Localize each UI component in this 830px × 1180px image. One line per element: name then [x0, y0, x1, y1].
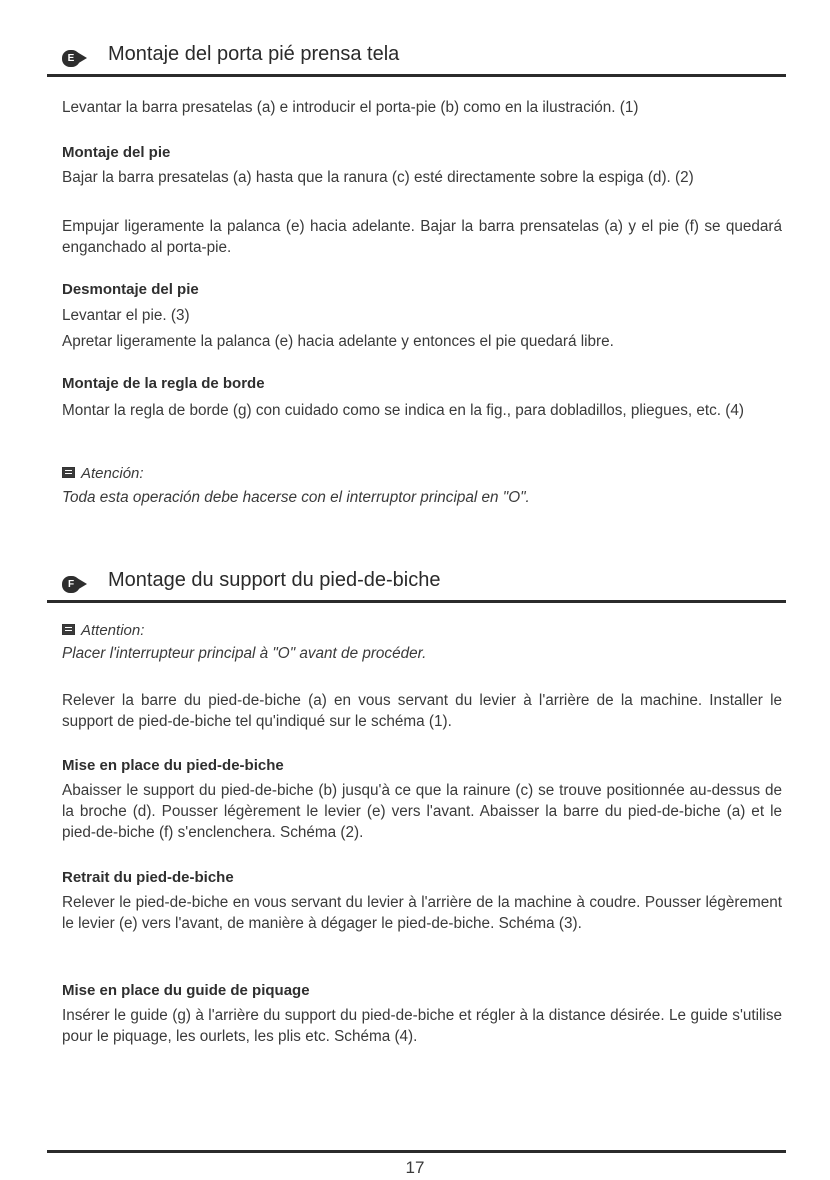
subheading-desmontaje-pie: Desmontaje del pie: [62, 281, 199, 298]
subheading-mise-en-place-pied: Mise en place du pied-de-biche: [62, 757, 284, 774]
paragraph-regla-borde: Montar la regla de borde (g) con cuidado como se indica en la fig., para dobladillos, pliegues, etc. (4): [62, 402, 744, 419]
footer-rule: [47, 1150, 786, 1153]
paragraph-montaje-pie-2: Empujar ligeramente la palanca (e) hacia adelante. Bajar la barra prensatelas (a) y el pie (f) se quedará enganchado al porta-pie.: [62, 218, 782, 256]
page-number: 17: [405, 1158, 425, 1177]
intro-es: Levantar la barra presatelas (a) e introducir el porta-pie (b) como en la ilustración. (1): [62, 99, 639, 116]
subheading-guide-piquage: Mise en place du guide de piquage: [62, 982, 310, 999]
note-text-es: Toda esta operación debe hacerse con el interruptor principal en "O".: [62, 489, 530, 506]
paragraph-retrait-pied: Relever le pied-de-biche en vous servant du levier à l'arrière de la machine à coudre. Pousser légèrement le levier (e) vers l'avant, de manière à dégager le pied-de-biche. Schéma (3).: [62, 894, 782, 932]
paragraph-guide-piquage: Insérer le guide (g) à l'arrière du support du pied-de-biche et régler à la distance désirée. Le guide s'utilise pour le piquage, les ourlets, les plis etc. Schéma (4).: [62, 1007, 782, 1045]
note-heading-fr: Attention:: [62, 622, 144, 639]
paragraph-desmontaje-pie-2: Apretar ligeramente la palanca (e) hacia adelante y entonces el pie quedará libre.: [62, 333, 614, 350]
section-header-es: [47, 43, 786, 77]
section-header-fr: [47, 569, 786, 603]
section-title-fr: Montage du support du pied-de-biche: [108, 569, 441, 591]
paragraph-montaje-pie-1: Bajar la barra presatelas (a) hasta que la ranura (c) esté directamente sobre la espiga (d). (2): [62, 169, 694, 186]
intro-fr: Relever la barre du pied-de-biche (a) en vous servant du levier à l'arrière de la machine. Installer le support de pied-de-biche tel qu'indiqué sur le schéma (1).: [62, 692, 782, 730]
note-heading-es: Atención:: [62, 465, 144, 482]
language-e-icon: E: [62, 50, 87, 67]
note-icon: [62, 467, 75, 478]
subheading-retrait-pied: Retrait du pied-de-biche: [62, 869, 234, 886]
subheading-regla-borde: Montaje de la regla de borde: [62, 375, 265, 392]
language-f-icon: F: [62, 576, 87, 593]
note-text-fr: Placer l'interrupteur principal à "O" avant de procéder.: [62, 645, 427, 662]
subheading-montaje-pie: Montaje del pie: [62, 144, 171, 161]
section-title-es: Montaje del porta pié prensa tela: [108, 43, 400, 65]
paragraph-mise-en-place-pied: Abaisser le support du pied-de-biche (b) jusqu'à ce que la rainure (c) se trouve positionnée au-dessus de la broche (d). Pousser légèrement le levier (e) vers l'avant. Abaisser la barre du pied-de-biche (a) et le pied-de-biche (f) s'enclenchera. Schéma (2).: [62, 782, 782, 841]
paragraph-desmontaje-pie-1: Levantar el pie. (3): [62, 307, 190, 324]
note-icon: [62, 624, 75, 635]
